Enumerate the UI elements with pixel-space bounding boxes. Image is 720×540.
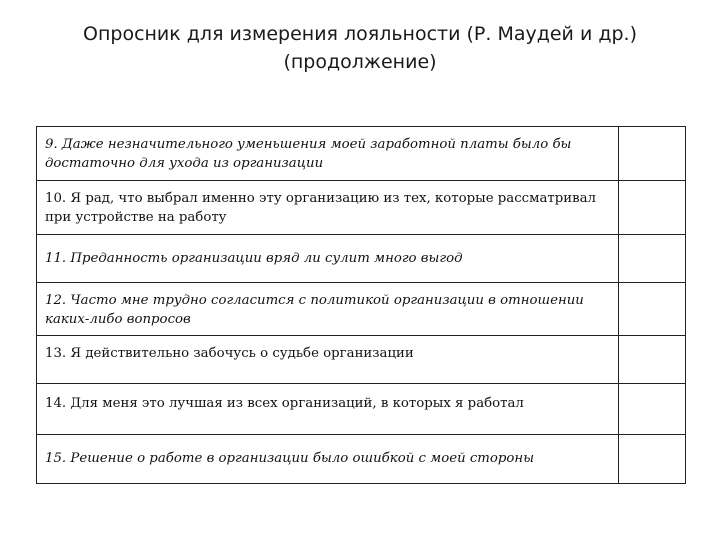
table-row	[37, 435, 686, 484]
answer-cell[interactable]	[619, 181, 686, 235]
answer-cell[interactable]	[619, 235, 686, 283]
answer-cell[interactable]	[619, 435, 686, 484]
statement-text: 15. Решение о работе в организации было ошибкой с моей стороны	[45, 451, 535, 466]
statement-text: 10. Я рад, что выбрал именно эту организацию из тех, которые рассматривал при устройстве на работу	[45, 191, 596, 225]
statement-cell	[37, 283, 619, 336]
statement-cell	[37, 336, 619, 384]
table-row	[37, 384, 686, 435]
table-row	[37, 181, 686, 235]
table-row	[37, 235, 686, 283]
page-title	[0, 20, 720, 76]
statement-text: 14. Для меня это лучшая из всех организаций, в которых я работал	[45, 396, 524, 411]
answer-cell[interactable]	[619, 283, 686, 336]
table-row	[37, 127, 686, 181]
questionnaire-table	[36, 126, 686, 484]
statement-cell	[37, 127, 619, 181]
statement-cell	[37, 181, 619, 235]
table-row	[37, 336, 686, 384]
statement-text: 13. Я действительно забочусь о судьбе организации	[45, 346, 414, 361]
statement-text: 12. Часто мне трудно согласится с политикой организации в отношении каких-либо вопросов	[45, 293, 584, 327]
title-line-2: (продолжение)	[283, 51, 437, 73]
statement-text: 11. Преданность организации вряд ли сулит много выгод	[45, 251, 463, 266]
statement-text: 9. Даже незначительного уменьшения моей заработной платы было бы достаточно для ухода из организации	[45, 137, 572, 171]
answer-cell[interactable]	[619, 336, 686, 384]
statement-cell	[37, 235, 619, 283]
answer-cell[interactable]	[619, 384, 686, 435]
statement-cell	[37, 384, 619, 435]
statement-cell	[37, 435, 619, 484]
table-row	[37, 283, 686, 336]
answer-cell[interactable]	[619, 127, 686, 181]
title-line-1: Опросник для измерения лояльности (Р. Маудей и др.)	[83, 23, 637, 45]
